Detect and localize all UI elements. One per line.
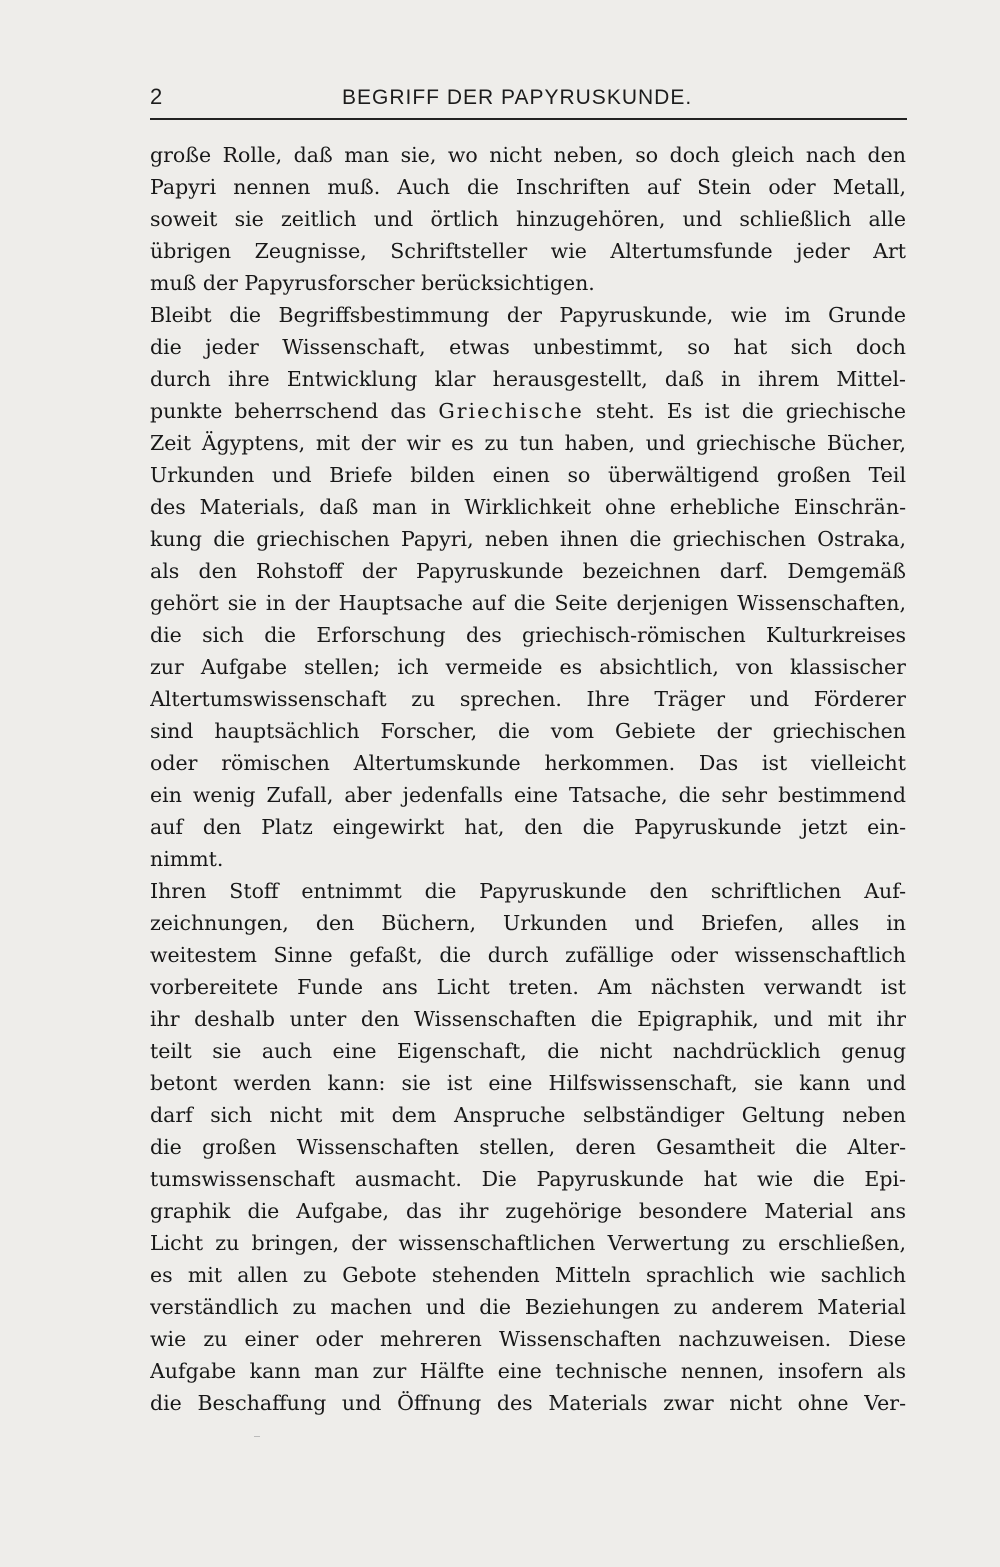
text-line: weitestem Sinne gefaßt, die durch zufällige oder wissenschaftlich: [150, 943, 906, 967]
printer-mark: [254, 1436, 260, 1437]
text-line: darf sich nicht mit dem Anspruche selbständiger Geltung neben: [150, 1103, 906, 1127]
text-line: große Rolle, daß man sie, wo nicht neben, so doch gleich nach den: [150, 143, 906, 167]
text-line: durch ihre Entwicklung klar herausgestellt, daß in ihrem Mittel-: [150, 367, 906, 391]
text-fragment: punkte beherrschend das: [150, 399, 427, 423]
text-line: wie zu einer oder mehreren Wissenschaften nachzuweisen. Diese: [150, 1327, 906, 1351]
text-line-composite: [150, 395, 906, 427]
text-line: nimmt.: [150, 847, 224, 871]
header-rule: [150, 118, 907, 120]
text-line: verständlich zu machen und die Beziehungen zu anderem Material: [150, 1295, 906, 1319]
text-line: Papyri nennen muß. Auch die Inschriften auf Stein oder Metall,: [150, 175, 906, 199]
text-line: Ihren Stoff entnimmt die Papyruskunde den schriftlichen Auf-: [150, 879, 906, 903]
body-text: [150, 139, 906, 1419]
text-line: vorbereitete Funde ans Licht treten. Am nächsten verwandt ist: [150, 975, 906, 999]
text-line: Aufgabe kann man zur Hälfte eine technische nennen, insofern als: [150, 1359, 906, 1383]
text-line: als den Rohstoff der Papyruskunde bezeichnen darf. Demgemäß: [150, 559, 906, 583]
text-line: kung die griechischen Papyri, neben ihnen die griechischen Ostraka,: [150, 527, 906, 551]
text-line: die jeder Wissenschaft, etwas unbestimmt, so hat sich doch: [150, 335, 906, 359]
text-line: gehört sie in der Hauptsache auf die Seite derjenigen Wissenschaften,: [150, 591, 906, 615]
text-line: Zeit Ägyptens, mit der wir es zu tun haben, und griechische Bücher,: [150, 431, 906, 455]
text-line: die Beschaffung und Öffnung des Materials zwar nicht ohne Ver-: [150, 1391, 906, 1415]
text-line: die sich die Erforschung des griechisch-römischen Kulturkreises: [150, 623, 906, 647]
text-line: soweit sie zeitlich und örtlich hinzugehören, und schließlich alle: [150, 207, 906, 231]
text-line: muß der Papyrusforscher berücksichtigen.: [150, 271, 595, 295]
text-line: Altertumswissenschaft zu sprechen. Ihre Träger und Förderer: [150, 687, 906, 711]
text-line: die großen Wissenschaften stellen, deren Gesamtheit die Alter-: [150, 1135, 906, 1159]
text-line: Urkunden und Briefe bilden einen so überwältigend großen Teil: [150, 463, 906, 487]
text-line: es mit allen zu Gebote stehenden Mitteln sprachlich wie sachlich: [150, 1263, 906, 1287]
text-line: auf den Platz eingewirkt hat, den die Papyruskunde jetzt ein-: [150, 815, 906, 839]
text-line: ein wenig Zufall, aber jedenfalls eine Tatsache, die sehr bestimmend: [150, 783, 906, 807]
spaced-word: Griechische: [438, 399, 584, 423]
text-line: übrigen Zeugnisse, Schriftsteller wie Altertumsfunde jeder Art: [150, 239, 906, 263]
page-number: 2: [150, 84, 163, 109]
text-line: tumswissenschaft ausmacht. Die Papyruskunde hat wie die Epi-: [150, 1167, 906, 1191]
text-line: graphik die Aufgabe, das ihr zugehörige besondere Material ans: [150, 1199, 906, 1223]
text-line: ihr deshalb unter den Wissenschaften die Epigraphik, und mit ihr: [150, 1007, 906, 1031]
text-line: des Materials, daß man in Wirklichkeit ohne erhebliche Einschrän-: [150, 495, 906, 519]
text-line: betont werden kann: sie ist eine Hilfswissenschaft, sie kann und: [150, 1071, 906, 1095]
text-line: zeichnungen, den Büchern, Urkunden und Briefen, alles in: [150, 911, 906, 935]
text-line: zur Aufgabe stellen; ich vermeide es absichtlich, von klassischer: [150, 655, 906, 679]
text-line: Bleibt die Begriffsbestimmung der Papyruskunde, wie im Grunde: [150, 303, 906, 327]
text-line: sind hauptsächlich Forscher, die vom Gebiete der griechischen: [150, 719, 906, 743]
text-line: teilt sie auch eine Eigenschaft, die nicht nachdrücklich genug: [150, 1039, 906, 1063]
running-head-title: BEGRIFF DER PAPYRUSKUNDE.: [342, 86, 693, 109]
running-head: [150, 84, 906, 116]
text-line: oder römischen Altertumskunde herkommen. Das ist vielleicht: [150, 751, 906, 775]
text-line: Licht zu bringen, der wissenschaftlichen Verwertung zu erschließen,: [150, 1231, 906, 1255]
text-fragment: steht. Es ist die griechische: [595, 399, 906, 423]
